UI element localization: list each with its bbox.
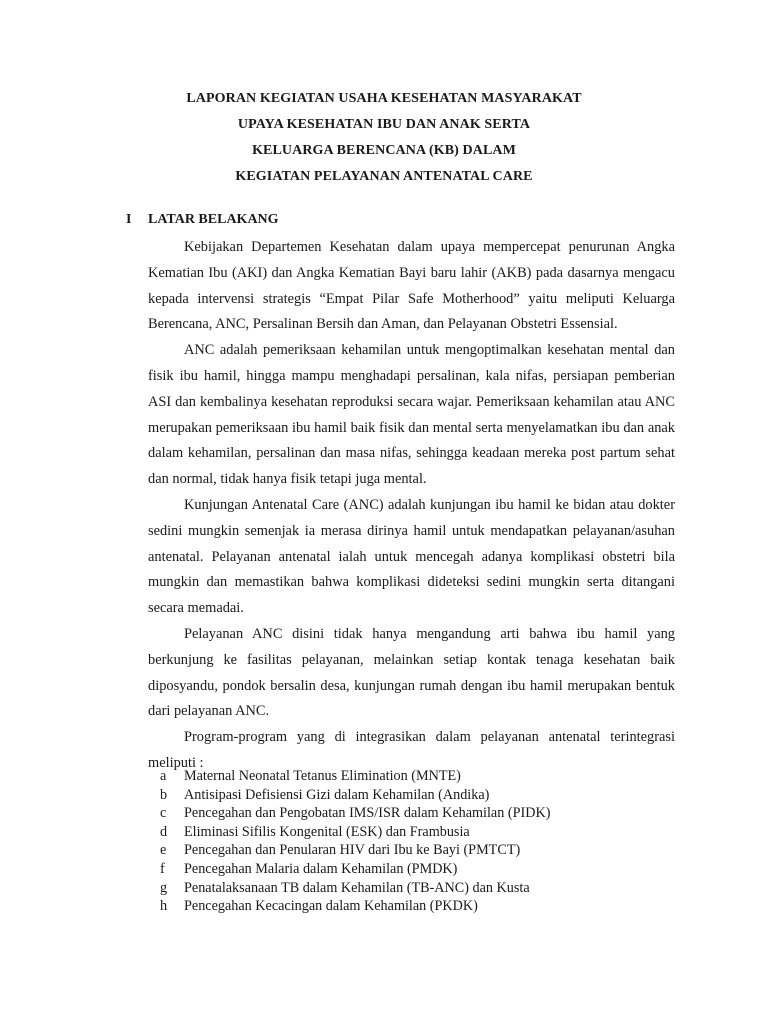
list-item bbox=[148, 823, 668, 842]
list-item bbox=[148, 767, 668, 786]
list-item-text: Maternal Neonatal Tetanus Elimination (MNTE) bbox=[184, 768, 461, 784]
list-item-text: Eliminasi Sifilis Kongenital (ESK) dan Frambusia bbox=[184, 823, 470, 840]
list-item-letter: g bbox=[160, 879, 168, 896]
list-item-text: Pencegahan dan Penularan HIV dari Ibu ke Bayi (PMTCT) bbox=[184, 842, 521, 859]
title-line-1: LAPORAN KEGIATAN USAHA KESEHATAN MASYARAKAT bbox=[186, 91, 582, 106]
list-item-text: Antisipasi Defisiensi Gizi dalam Kehamilan (Andika) bbox=[184, 786, 490, 803]
list-item bbox=[148, 879, 668, 898]
list-item bbox=[148, 804, 668, 823]
list-item-letter: a bbox=[160, 768, 167, 784]
list-item bbox=[148, 786, 668, 805]
program-list bbox=[148, 767, 668, 916]
list-item-text: Pencegahan Malaria dalam Kehamilan (PMDK) bbox=[184, 860, 458, 877]
list-item-letter: e bbox=[160, 842, 167, 859]
section-number: I bbox=[126, 212, 132, 227]
list-item-letter: c bbox=[160, 805, 167, 822]
list-item-text: Penatalaksanaan TB dalam Kehamilan (TB-ANC) dan Kusta bbox=[184, 879, 530, 896]
paragraph-4: Pelayanan ANC disini tidak hanya mengandung arti bahwa ibu hamil yang berkunjung ke fasilitas pelayanan, melainkan setiap kontak tenaga kesehatan baik diposyandu, pondok bersalin desa, kunjungan rumah dengan ibu hamil merupakan bentuk dari pelayanan ANC. bbox=[148, 625, 675, 720]
list-item-letter: b bbox=[160, 786, 168, 803]
paragraph-2: ANC adalah pemeriksaan kehamilan untuk mengoptimalkan kesehatan mental dan fisik ibu hamil, hingga mampu menghadapi persalinan, kala nifas, persiapan pemberian ASI dan kembalinya kesehatan reproduksi secara wajar. Pemeriksaan kehamilan atau ANC merupakan pemeriksaan ibu hamil baik fisik dan mental serta menyelamatkan ibu dan anak dalam kehamilan, persalinan dan masa nifas, sehingga keadaan mereka post partum sehat dan normal, tidak hanya fisik tetapi juga mental. bbox=[148, 342, 675, 488]
document-title bbox=[120, 86, 648, 190]
paragraph-5: Program-program yang di integrasikan dalam pelayanan antenatal terintegrasi meliputi : bbox=[148, 729, 675, 771]
section-body bbox=[148, 235, 675, 777]
paragraph-1: Kebijakan Departemen Kesehatan dalam upaya mempercepat penurunan Angka Kematian Ibu (AKI) dan Angka Kematian Bayi baru lahir (AKB) pada dasarnya mengacu kepada intervensi strategis “Empat Pilar Safe Motherhood” yaitu meliputi Keluarga Berencana, ANC, Persalinan Bersih dan Aman, dan Pelayanan Obstetri Essensial. bbox=[148, 239, 675, 333]
list-item-letter: f bbox=[160, 860, 165, 877]
list-item bbox=[148, 897, 668, 916]
list-item-text: Pencegahan Kecacingan dalam Kehamilan (PKDK) bbox=[184, 898, 478, 915]
list-item-letter: d bbox=[160, 823, 168, 840]
list-item-text: Pencegahan dan Pengobatan IMS/ISR dalam Kehamilan (PIDK) bbox=[184, 805, 551, 822]
list-item bbox=[148, 841, 668, 860]
list-item bbox=[148, 860, 668, 879]
title-line-4: KEGIATAN PELAYANAN ANTENATAL CARE bbox=[235, 169, 533, 184]
title-line-2: UPAYA KESEHATAN IBU DAN ANAK SERTA bbox=[237, 117, 531, 132]
list-item-letter: h bbox=[160, 898, 168, 915]
section-title: LATAR BELAKANG bbox=[148, 212, 279, 227]
paragraph-3: Kunjungan Antenatal Care (ANC) adalah kunjungan ibu hamil ke bidan atau dokter sedini mungkin semenjak ia merasa dirinya hamil untuk mendapatkan pelayanan/asuhan antenatal. Pelayanan antenatal ialah untuk mencegah adanya komplikasi obstetri bila mungkin dan memastikan bahwa komplikasi dideteksi sedini mungkin serta ditangani secara memadai. bbox=[148, 496, 675, 617]
section-heading bbox=[126, 212, 279, 228]
title-line-3: KELUARGA BERENCANA (KB) DALAM bbox=[252, 143, 516, 158]
